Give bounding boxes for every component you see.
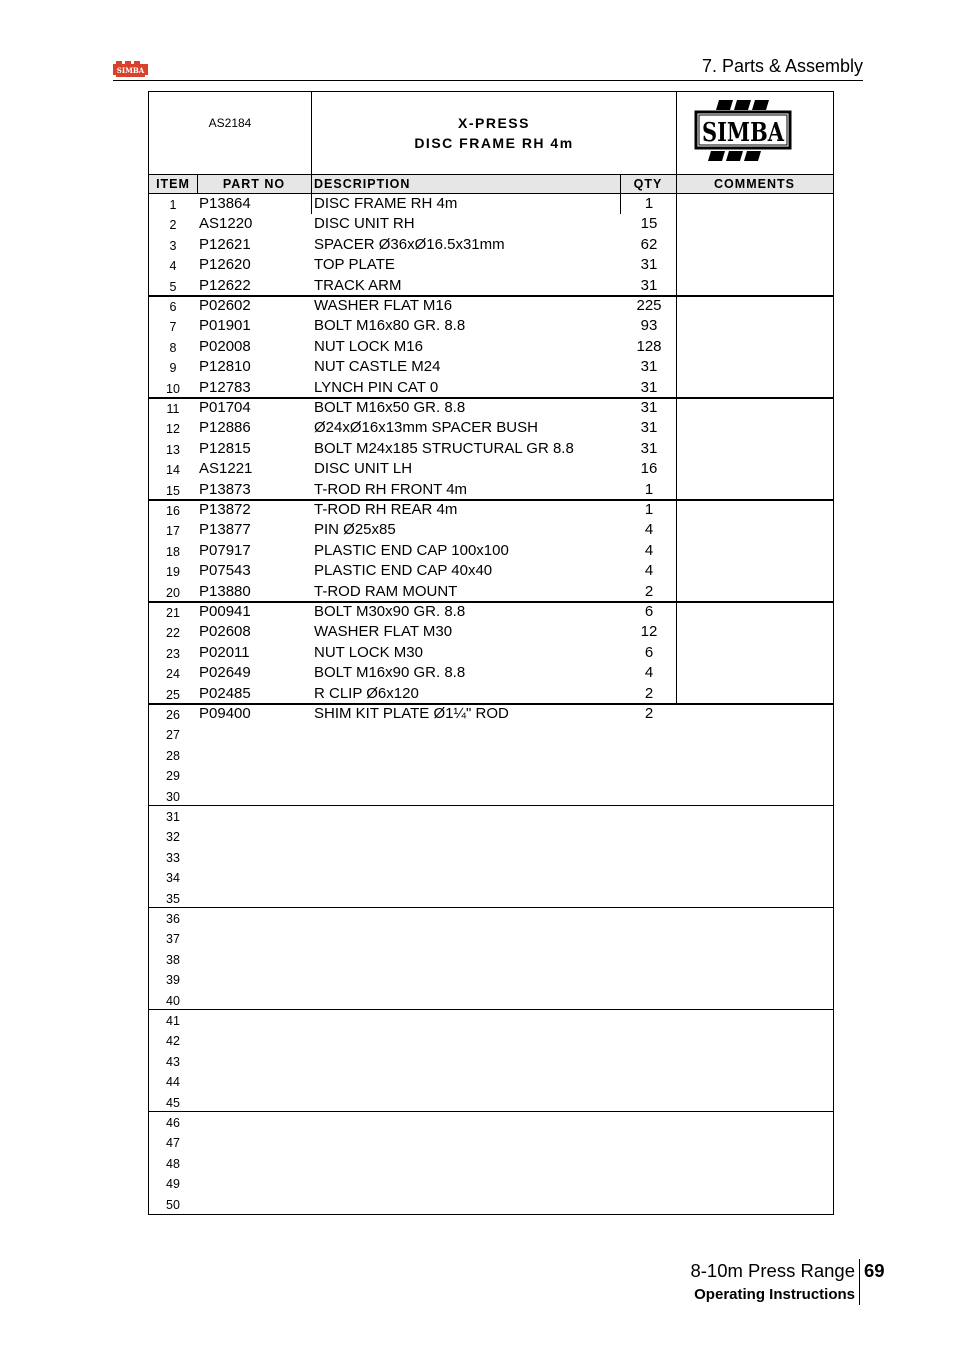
- group-separator: [149, 703, 833, 705]
- item-number: 50: [166, 1197, 180, 1212]
- table-row: [149, 480, 833, 500]
- part-number: P12620: [199, 256, 251, 274]
- table-row: [149, 684, 833, 704]
- part-number: P02608: [199, 623, 251, 641]
- part-description: NUT CASTLE M24: [314, 358, 441, 376]
- page-number: 69: [864, 1260, 885, 1281]
- item-number: 17: [166, 524, 180, 539]
- table-row: [149, 908, 833, 928]
- item-number: 39: [166, 973, 180, 988]
- part-number: P01901: [199, 317, 251, 335]
- table-row: [149, 643, 833, 663]
- col-header-divider: [311, 175, 312, 193]
- part-number: P02602: [199, 297, 251, 314]
- table-row: [149, 378, 833, 398]
- table-row: [149, 826, 833, 846]
- part-quantity: 225: [636, 297, 662, 314]
- part-description: NUT LOCK M16: [314, 337, 423, 355]
- part-quantity: 4: [644, 541, 654, 559]
- item-number: 11: [166, 402, 180, 416]
- part-quantity: 1: [644, 501, 654, 518]
- item-number: 46: [166, 1116, 180, 1130]
- footer-divider: [859, 1259, 860, 1305]
- table-row: [149, 500, 833, 520]
- svg-text:SIMBA: SIMBA: [702, 118, 785, 148]
- table-row: [149, 786, 833, 806]
- item-number: 5: [169, 279, 177, 294]
- table-row: [149, 520, 833, 540]
- part-quantity: 31: [640, 358, 658, 376]
- part-description: R CLIP Ø6x120: [314, 684, 419, 702]
- table-row: [149, 255, 833, 275]
- part-number: P12815: [199, 439, 251, 457]
- item-number: 7: [169, 320, 177, 335]
- table-row: [149, 745, 833, 765]
- item-number: 32: [166, 830, 180, 845]
- item-number: 48: [166, 1156, 180, 1171]
- item-number: 26: [166, 708, 180, 722]
- part-number: P13864: [199, 195, 251, 212]
- group-separator: [149, 1009, 833, 1010]
- item-number: 38: [166, 952, 180, 967]
- part-description: DISC UNIT RH: [314, 215, 415, 233]
- part-quantity: 4: [644, 562, 654, 580]
- part-description: TRACK ARM: [314, 276, 402, 294]
- part-description: BOLT M16x90 GR. 8.8: [314, 664, 466, 682]
- part-description: T-ROD RH REAR 4m: [314, 501, 458, 518]
- simba-header-logo: [113, 60, 148, 78]
- assembly-title: [312, 113, 676, 153]
- table-row: [149, 398, 833, 418]
- item-number: 9: [169, 361, 177, 376]
- part-quantity: 31: [640, 276, 658, 294]
- simba-brand-logo: [693, 98, 793, 164]
- item-number: 3: [169, 238, 177, 253]
- column-header-row: [149, 174, 833, 194]
- item-number: 28: [166, 748, 180, 763]
- table-row: [149, 622, 833, 642]
- assembly-title-line2: DISC FRAME RH 4m: [414, 135, 574, 151]
- table-row: [149, 663, 833, 683]
- item-number: 1: [169, 198, 177, 212]
- part-number: P12622: [199, 276, 251, 294]
- part-description: SHIM KIT PLATE Ø1¼" ROD: [314, 705, 509, 722]
- item-number: 19: [166, 565, 180, 580]
- title-block: [149, 92, 833, 174]
- part-description: DISC UNIT LH: [314, 460, 413, 478]
- part-description: LYNCH PIN CAT 0: [314, 378, 439, 396]
- part-description: BOLT M30x90 GR. 8.8: [314, 603, 466, 620]
- item-number: 20: [166, 585, 180, 600]
- part-number: AS1220: [199, 215, 253, 233]
- header-divider: [113, 80, 863, 81]
- item-number: 23: [166, 646, 180, 661]
- item-number: 41: [166, 1014, 180, 1028]
- table-row: [149, 990, 833, 1010]
- footer-subtitle: Operating Instructions: [694, 1286, 855, 1303]
- item-number: 34: [166, 871, 180, 886]
- part-number: P13872: [199, 501, 251, 518]
- part-number: P13873: [199, 480, 251, 498]
- part-description: PIN Ø25x85: [314, 521, 396, 539]
- column-divider: [311, 194, 312, 214]
- part-number: P02485: [199, 684, 251, 702]
- column-divider: [676, 174, 677, 704]
- table-row: [149, 194, 833, 214]
- table-row: [149, 337, 833, 357]
- title-block-divider: [676, 92, 677, 174]
- part-quantity: 4: [644, 521, 654, 539]
- part-description: PLASTIC END CAP 100x100: [314, 541, 509, 559]
- part-number: P09400: [199, 705, 251, 722]
- part-number: P12810: [199, 358, 251, 376]
- part-description: WASHER FLAT M30: [314, 623, 453, 641]
- table-row: [149, 357, 833, 377]
- item-number: 37: [166, 932, 180, 947]
- item-number: 25: [166, 687, 180, 702]
- table-row: [149, 561, 833, 581]
- item-number: 45: [166, 1095, 180, 1110]
- part-number: P02649: [199, 664, 251, 682]
- item-number: 8: [169, 340, 177, 355]
- table-row: [149, 459, 833, 479]
- part-number: P13880: [199, 582, 251, 600]
- svg-text:SIMBA: SIMBA: [116, 66, 145, 75]
- group-separator: [149, 499, 833, 501]
- part-number: P12886: [199, 419, 251, 437]
- group-separator: [149, 601, 833, 603]
- col-header-qty: QTY: [633, 177, 663, 191]
- item-number: 18: [166, 544, 180, 559]
- item-number: 36: [166, 912, 180, 926]
- part-quantity: 31: [640, 378, 658, 396]
- part-number: P02011: [199, 643, 250, 661]
- table-row: [149, 276, 833, 296]
- part-description: Ø24xØ16x13mm SPACER BUSH: [314, 419, 538, 437]
- part-description: T-ROD RH FRONT 4m: [314, 480, 468, 498]
- col-header-item: ITEM: [156, 177, 190, 191]
- item-number: 2: [169, 218, 177, 233]
- item-number: 44: [166, 1075, 180, 1090]
- item-number: 27: [166, 728, 180, 743]
- table-row: [149, 724, 833, 744]
- table-row: [149, 867, 833, 887]
- table-row: [149, 928, 833, 948]
- part-quantity: 1: [644, 195, 654, 212]
- item-number: 13: [166, 442, 180, 457]
- part-quantity: 1: [644, 480, 654, 498]
- item-number: 4: [169, 259, 177, 274]
- part-quantity: 62: [640, 235, 658, 253]
- table-row: [149, 1112, 833, 1132]
- table-row: [149, 806, 833, 826]
- group-separator: [149, 1111, 833, 1112]
- table-row: [149, 704, 833, 724]
- part-number: P12783: [199, 378, 251, 396]
- item-number: 35: [166, 891, 180, 906]
- item-number: 15: [166, 483, 180, 498]
- table-row: [149, 888, 833, 908]
- part-quantity: 2: [644, 705, 654, 722]
- part-quantity: 93: [640, 317, 658, 335]
- col-header-description: DESCRIPTION: [314, 177, 411, 191]
- table-row: [149, 847, 833, 867]
- part-quantity: 31: [640, 399, 658, 416]
- table-row: [149, 316, 833, 336]
- table-row: [149, 1051, 833, 1071]
- part-number: P00941: [199, 603, 251, 620]
- table-row: [149, 541, 833, 561]
- part-quantity: 4: [644, 664, 654, 682]
- group-separator: [149, 805, 833, 806]
- item-number: 40: [166, 993, 180, 1008]
- item-number: 12: [166, 422, 180, 437]
- part-description: T-ROD RAM MOUNT: [314, 582, 458, 600]
- item-number: 47: [166, 1136, 180, 1151]
- item-number: 24: [166, 667, 180, 682]
- part-number: AS1221: [199, 460, 253, 478]
- assembly-title-line1: X-PRESS: [458, 115, 530, 131]
- table-row: [149, 582, 833, 602]
- part-number: P12621: [199, 235, 251, 253]
- part-number: P13877: [199, 521, 251, 539]
- group-separator: [149, 295, 833, 297]
- item-number: 43: [166, 1054, 180, 1069]
- item-number: 49: [166, 1177, 180, 1192]
- section-title: 7. Parts & Assembly: [701, 56, 863, 76]
- column-divider: [620, 194, 621, 214]
- assembly-number: AS2184: [208, 116, 252, 130]
- table-row: [149, 765, 833, 785]
- part-description: PLASTIC END CAP 40x40: [314, 562, 493, 580]
- part-quantity: 2: [644, 684, 654, 702]
- parts-sheet: [148, 91, 834, 1215]
- table-row: [149, 1194, 833, 1214]
- part-description: NUT LOCK M30: [314, 643, 423, 661]
- table-row: [149, 418, 833, 438]
- item-number: 30: [166, 789, 180, 804]
- item-number: 16: [166, 504, 180, 518]
- part-quantity: 31: [640, 439, 658, 457]
- part-description: BOLT M24x185 STRUCTURAL GR 8.8: [314, 439, 574, 457]
- footer-title: 8-10m Press Range: [690, 1260, 855, 1281]
- item-number: 29: [166, 769, 180, 784]
- item-number: 6: [169, 300, 177, 314]
- table-row: [149, 1173, 833, 1193]
- part-quantity: 2: [644, 582, 654, 600]
- part-number: P01704: [199, 399, 251, 416]
- table-row: [149, 1010, 833, 1030]
- table-row: [149, 602, 833, 622]
- part-description: DISC FRAME RH 4m: [314, 195, 458, 212]
- part-description: TOP PLATE: [314, 256, 395, 274]
- table-row: [149, 969, 833, 989]
- part-quantity: 31: [640, 256, 658, 274]
- table-row: [149, 1092, 833, 1112]
- part-quantity: 6: [644, 643, 654, 661]
- col-header-part-no: PART NO: [222, 177, 286, 191]
- part-description: BOLT M16x80 GR. 8.8: [314, 317, 466, 335]
- item-number: 31: [166, 810, 180, 824]
- part-description: WASHER FLAT M16: [314, 297, 453, 314]
- part-quantity: 128: [636, 337, 662, 355]
- table-row: [149, 235, 833, 255]
- item-number: 21: [166, 606, 180, 620]
- item-number: 22: [166, 626, 180, 641]
- part-quantity: 16: [640, 460, 658, 478]
- table-row: [149, 214, 833, 234]
- part-description: SPACER Ø36xØ16.5x31mm: [314, 235, 505, 253]
- part-quantity: 31: [640, 419, 658, 437]
- table-row: [149, 439, 833, 459]
- group-separator: [149, 907, 833, 908]
- item-number: 42: [166, 1034, 180, 1049]
- col-header-comments: COMMENTS: [714, 177, 795, 191]
- item-number: 14: [166, 463, 180, 478]
- item-number: 33: [166, 850, 180, 865]
- table-row: [149, 1071, 833, 1091]
- group-separator: [149, 397, 833, 399]
- table-row: [149, 296, 833, 316]
- table-row: [149, 1132, 833, 1152]
- part-description: BOLT M16x50 GR. 8.8: [314, 399, 466, 416]
- part-number: P02008: [199, 337, 251, 355]
- part-quantity: 12: [640, 623, 658, 641]
- part-number: P07917: [199, 541, 251, 559]
- table-row: [149, 1030, 833, 1050]
- item-number: 10: [166, 381, 180, 396]
- part-number: P07543: [199, 562, 251, 580]
- part-quantity: 15: [640, 215, 658, 233]
- table-row: [149, 1153, 833, 1173]
- table-row: [149, 949, 833, 969]
- part-quantity: 6: [644, 603, 654, 620]
